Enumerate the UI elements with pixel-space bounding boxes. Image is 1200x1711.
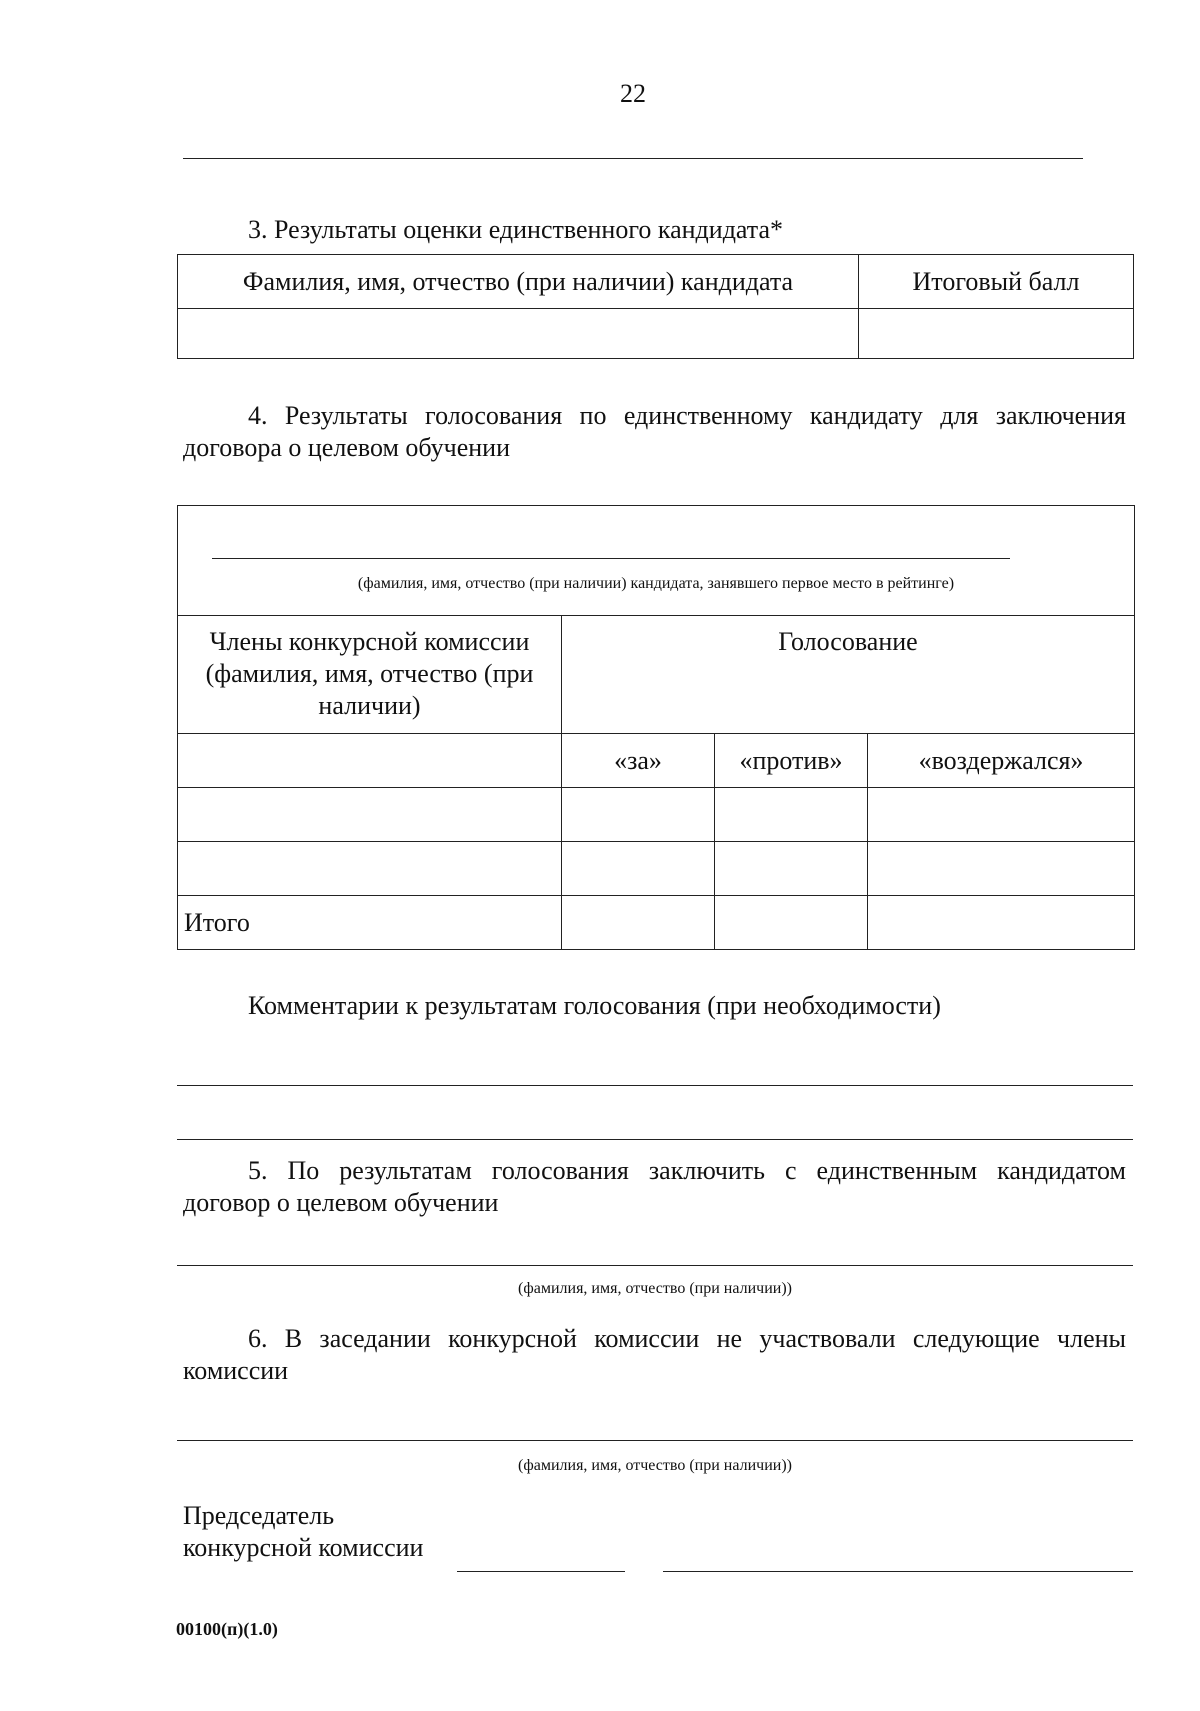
- signature-title-line2: конкурсной комиссии: [183, 1533, 424, 1562]
- final-score-cell: [859, 309, 1134, 359]
- section6-line2: комиссии: [183, 1356, 289, 1385]
- table-row: [178, 788, 1135, 842]
- section6-line1: 6. В заседании конкурсной комиссии не участвовали следующие члены: [248, 1324, 1126, 1353]
- comments-line-2: [177, 1139, 1133, 1140]
- candidate-row: [178, 506, 1135, 616]
- signature-title-line1: Председатель: [183, 1501, 335, 1530]
- candidate-name-line: [212, 558, 1010, 559]
- voting-header: Голосование: [562, 616, 1135, 734]
- total-row: [178, 896, 1135, 950]
- signature-line: [457, 1571, 625, 1572]
- signature-name-line: [663, 1571, 1133, 1572]
- vote-abstain-header: «воздержался»: [868, 734, 1135, 788]
- section6-caption: (фамилия, имя, отчество (при наличии)): [518, 1457, 792, 1474]
- members-subheader-cell: [178, 734, 562, 788]
- section5-line2: договор о целевом обучении: [183, 1188, 499, 1217]
- comments-line-1: [177, 1085, 1133, 1086]
- form-code: 00100(п)(1.0): [176, 1619, 278, 1639]
- section5-caption: (фамилия, имя, отчество (при наличии)): [518, 1280, 792, 1297]
- comments-title: Комментарии к результатам голосования (при необходимости): [248, 991, 941, 1020]
- page-number: 22: [620, 79, 646, 108]
- members-header: Члены конкурсной комиссии (фамилия, имя, отчество (при наличии): [178, 616, 562, 734]
- section4-title-line2: договора о целевом обучении: [183, 433, 511, 462]
- section3-table: [177, 254, 1134, 359]
- voting-table: [177, 505, 1135, 950]
- section5-line1: 5. По результатам голосования заключить с единственным кандидатом: [248, 1156, 1126, 1185]
- candidate-caption: (фамилия, имя, отчество (при наличии) кандидата, занявшего первое место в рейтинге): [357, 575, 955, 592]
- col-final-score: Итоговый балл: [859, 255, 1134, 309]
- total-label: Итого: [178, 896, 562, 950]
- section3-title: 3. Результаты оценки единственного кандидата*: [248, 215, 784, 244]
- col-candidate-name: Фамилия, имя, отчество (при наличии) кандидата: [178, 255, 859, 309]
- vote-against-header: «против»: [715, 734, 868, 788]
- section4-title-line1: 4. Результаты голосования по единственному кандидату для заключения: [248, 401, 1126, 430]
- vote-for-header: «за»: [562, 734, 715, 788]
- candidate-name-cell: [178, 309, 859, 359]
- header-divider: [183, 158, 1083, 159]
- table-row: [178, 842, 1135, 896]
- section5-name-line: [177, 1265, 1133, 1266]
- section6-name-line: [177, 1440, 1133, 1441]
